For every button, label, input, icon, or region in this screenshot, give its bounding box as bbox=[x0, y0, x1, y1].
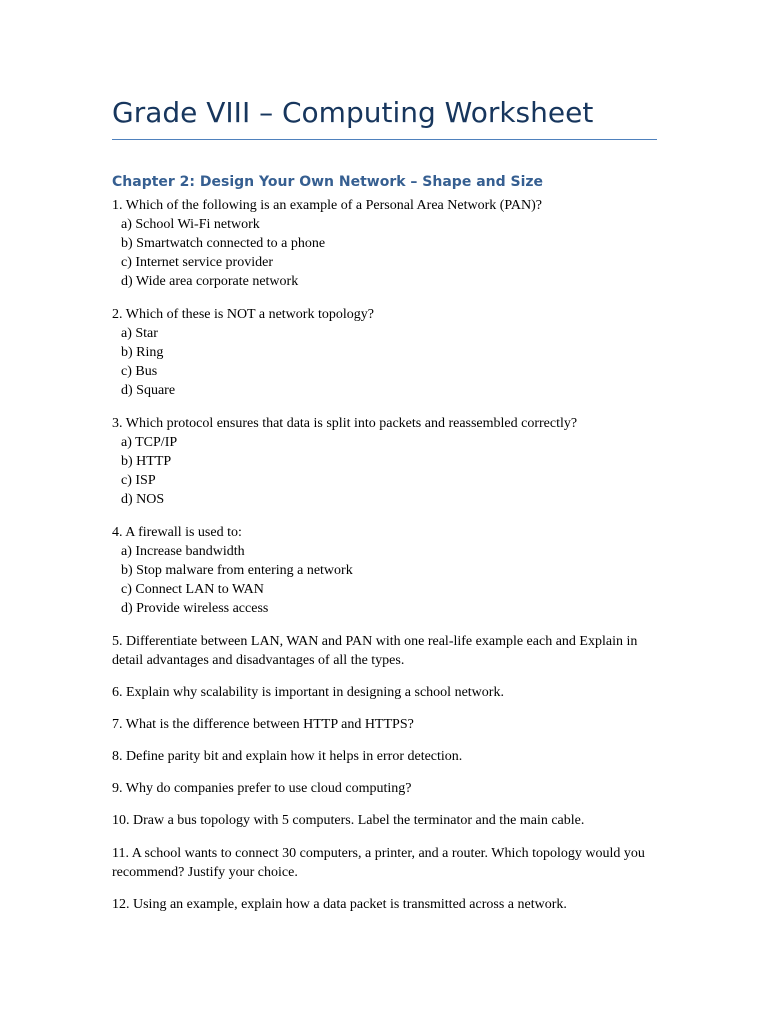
question-text: 10. Draw a bus topology with 5 computers. Label the terminator and the main cable. bbox=[112, 813, 585, 828]
answer-option: b) Smartwatch connected to a phone bbox=[121, 236, 326, 251]
answer-option: b) Stop malware from entering a network bbox=[121, 563, 353, 578]
answer-option: d) Provide wireless access bbox=[121, 601, 269, 616]
question-4 bbox=[112, 523, 660, 618]
question-5 bbox=[112, 632, 660, 670]
answer-option: a) Increase bandwidth bbox=[121, 544, 245, 559]
answer-option: b) Ring bbox=[121, 345, 164, 360]
answer-option: b) HTTP bbox=[121, 454, 172, 469]
question-text: 12. Using an example, explain how a data packet is transmitted across a network. bbox=[112, 897, 567, 912]
title-divider bbox=[112, 139, 657, 140]
question-10 bbox=[112, 811, 660, 830]
question-3 bbox=[112, 414, 660, 509]
question-text: 2. Which of these is NOT a network topology? bbox=[112, 307, 374, 322]
answer-option: d) Square bbox=[121, 383, 176, 398]
question-text: 3. Which protocol ensures that data is split into packets and reassembled correctly? bbox=[112, 416, 578, 431]
question-7 bbox=[112, 715, 660, 734]
question-1 bbox=[112, 196, 660, 291]
answer-option: a) TCP/IP bbox=[121, 435, 178, 450]
question-text: 8. Define parity bit and explain how it helps in error detection. bbox=[112, 749, 463, 764]
answer-option: a) School Wi-Fi network bbox=[121, 217, 260, 232]
question-text: 1. Which of the following is an example of a Personal Area Network (PAN)? bbox=[112, 198, 543, 213]
question-6 bbox=[112, 683, 660, 702]
question-text: 11. A school wants to connect 30 computers, a printer, and a router. Which topology would you recommend? Justify your choice. bbox=[112, 846, 645, 880]
answer-option: d) NOS bbox=[121, 492, 165, 507]
answer-option: c) Connect LAN to WAN bbox=[121, 582, 264, 597]
answer-option: d) Wide area corporate network bbox=[121, 274, 299, 289]
question-text: 7. What is the difference between HTTP and HTTPS? bbox=[112, 717, 414, 732]
question-9 bbox=[112, 779, 660, 798]
question-11 bbox=[112, 844, 660, 882]
question-2 bbox=[112, 305, 660, 400]
answer-option: c) Internet service provider bbox=[121, 255, 273, 270]
question-text: 9. Why do companies prefer to use cloud computing? bbox=[112, 781, 412, 796]
answer-option: a) Star bbox=[121, 326, 158, 341]
question-8 bbox=[112, 747, 660, 766]
worksheet-title: Grade VIII – Computing Worksheet bbox=[112, 96, 594, 129]
question-text: 5. Differentiate between LAN, WAN and PAN with one real-life example each and Explain in detail advantages and disadvantages of all the types. bbox=[112, 634, 638, 668]
answer-option: c) Bus bbox=[121, 364, 158, 379]
answer-option: c) ISP bbox=[121, 473, 156, 488]
question-text: 6. Explain why scalability is important in designing a school network. bbox=[112, 685, 504, 700]
question-text: 4. A firewall is used to: bbox=[112, 525, 242, 540]
question-12 bbox=[112, 895, 660, 914]
chapter-heading: Chapter 2: Design Your Own Network – Shape and Size bbox=[112, 174, 544, 190]
